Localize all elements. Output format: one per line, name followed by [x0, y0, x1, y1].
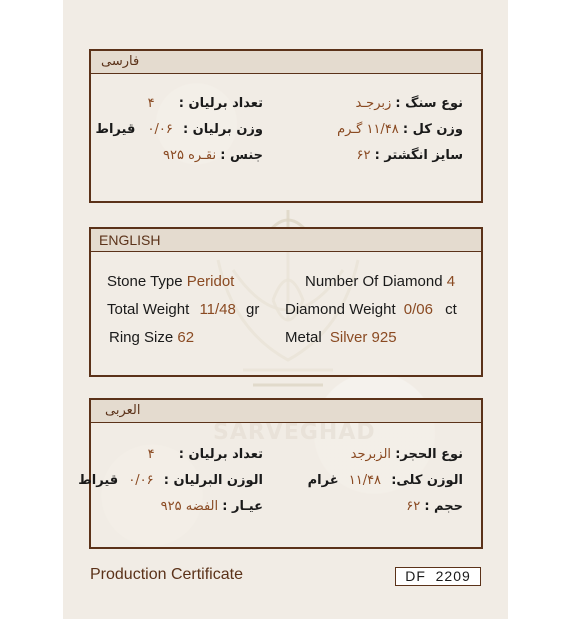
farsi-stone-row	[356, 96, 463, 111]
farsi-stone-value: زبرجـد	[355, 96, 392, 111]
farsi-metal-value: نقـره ۹۲۵	[163, 148, 217, 163]
english-metal-value: Silver 925	[329, 329, 397, 346]
arabic-header	[91, 400, 481, 423]
farsi-diamond-weight-unit: قیراط	[95, 122, 136, 137]
farsi-header	[91, 51, 481, 74]
farsi-section	[89, 49, 483, 203]
farsi-metal-row	[163, 148, 263, 163]
farsi-diamond-count-value: ۴	[147, 96, 155, 111]
arabic-metal-value: الفضه ۹۲۵	[160, 499, 219, 514]
arabic-diamond-weight-row	[78, 473, 263, 488]
arabic-ring-size-label: حجم :	[424, 499, 463, 514]
arabic-section	[78, 398, 483, 549]
arabic-diamond-weight-value: ۰/۰۶	[128, 473, 154, 488]
english-header-label: ENGLISH	[99, 232, 161, 248]
farsi-metal-label: جنس :	[220, 148, 263, 163]
arabic-diamond-count-value: ۴	[147, 447, 155, 462]
farsi-stone-label: نوع سنگ :	[395, 96, 463, 111]
farsi-total-weight-row	[337, 122, 463, 137]
arabic-diamond-count-label: تعداد برلیان :	[178, 447, 263, 462]
arabic-total-weight-value: ۱۱/۴۸	[348, 473, 382, 488]
farsi-header-label: فارسی	[101, 54, 140, 69]
farsi-ring-size-value: ۶۲	[356, 148, 371, 163]
arabic-total-weight-row	[308, 473, 463, 488]
english-diamond-weight-label: Diamond Weight	[285, 301, 396, 318]
farsi-total-weight-value: ۱۱/۴۸ گـرم	[337, 122, 399, 137]
english-metal-label: Metal	[285, 329, 322, 346]
english-metal-row	[285, 329, 397, 346]
farsi-diamond-count-row	[148, 96, 263, 111]
arabic-total-weight-label: الوزن کلی:	[391, 473, 463, 488]
english-ring-size-row	[109, 329, 194, 346]
english-stone-label: Stone Type	[107, 273, 183, 290]
english-diamond-weight-value: 0/06	[403, 301, 433, 318]
arabic-diamond-weight-unit: قیراط	[78, 473, 119, 488]
english-header	[91, 229, 481, 252]
english-total-weight-unit: gr	[246, 301, 260, 318]
english-ring-size-value: 62	[177, 329, 195, 346]
arabic-stone-row	[351, 447, 463, 462]
english-diamond-count-value: 4	[446, 273, 456, 290]
english-stone-row	[107, 273, 234, 290]
english-diamond-weight-unit: ct	[445, 301, 457, 318]
arabic-ring-size-row	[406, 499, 463, 514]
farsi-diamond-count-label: تعداد برلیان :	[178, 96, 263, 111]
farsi-diamond-weight-row	[95, 122, 263, 137]
arabic-metal-label: عیـار :	[222, 499, 263, 514]
farsi-ring-size-label: سایز انگشتر :	[374, 148, 463, 163]
arabic-header-label: العربی	[105, 403, 141, 418]
serial-number-box: DF 2209	[395, 567, 481, 586]
farsi-diamond-weight-value: ۰/۰۶	[147, 122, 173, 137]
english-diamond-count-label: Number Of Diamond	[305, 273, 443, 290]
english-diamond-weight-row	[285, 301, 457, 318]
arabic-metal-row	[161, 499, 263, 514]
english-section	[89, 227, 483, 377]
english-total-weight-row	[107, 301, 259, 318]
english-ring-size-label: Ring Size	[109, 329, 174, 346]
english-stone-value: Peridot	[186, 273, 235, 290]
arabic-stone-label: نوع الحجر:	[395, 447, 463, 462]
arabic-stone-value: الزبرجد	[350, 447, 392, 462]
arabic-diamond-count-row	[148, 447, 263, 462]
arabic-total-weight-unit: غرام	[307, 473, 339, 488]
arabic-diamond-weight-label: الوزن البرلیان :	[163, 473, 263, 488]
english-total-weight-label: Total Weight	[107, 301, 190, 318]
english-diamond-count-row	[305, 273, 455, 290]
farsi-total-weight-label: وزن کل :	[402, 122, 463, 137]
production-certificate-title: Production Certificate	[90, 566, 243, 583]
farsi-ring-size-row	[356, 148, 463, 163]
arabic-ring-size-value: ۶۲	[406, 499, 421, 514]
farsi-diamond-weight-label: وزن برلیان :	[182, 122, 263, 137]
english-total-weight-value: 11/48	[199, 301, 236, 318]
